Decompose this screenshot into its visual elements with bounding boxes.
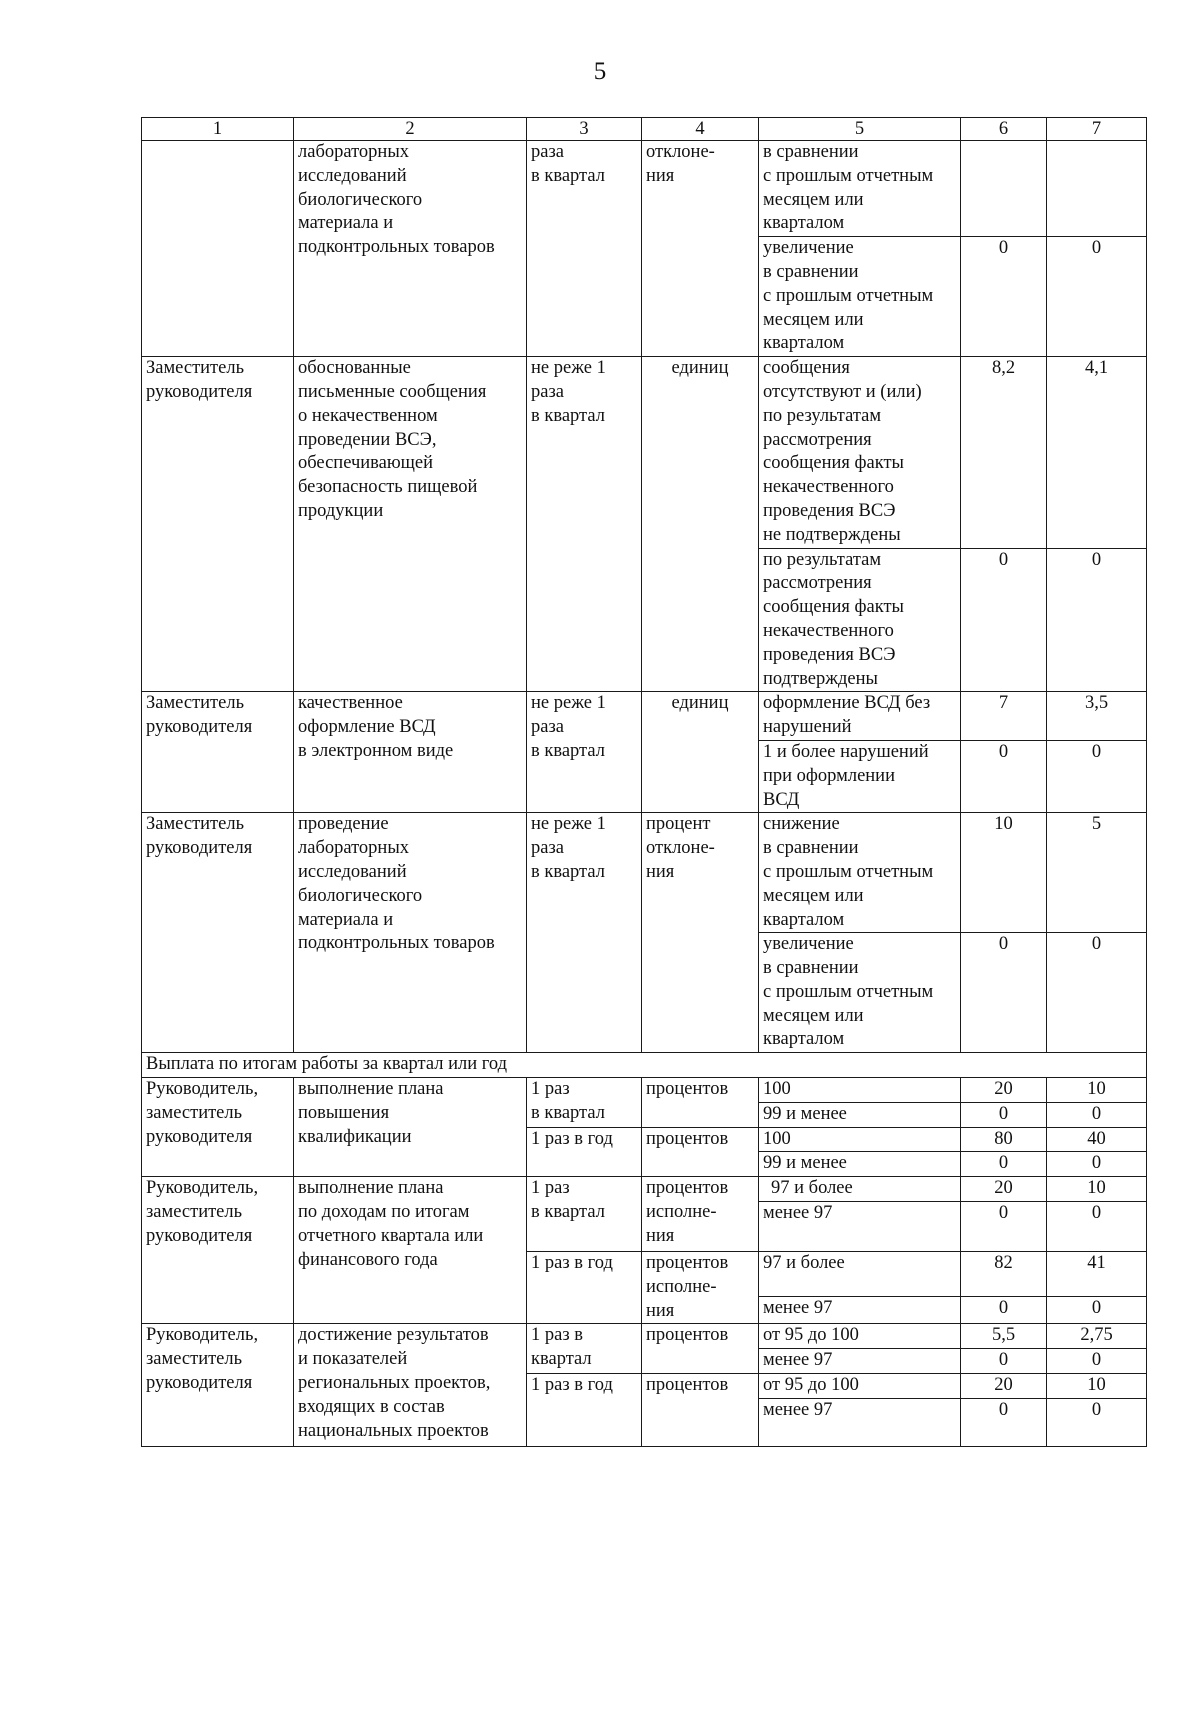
condition-cell: 100 <box>759 1078 961 1103</box>
value-cell-col7: 10 <box>1047 1177 1147 1202</box>
position-cell: Руководитель, заместитель руководителя <box>142 1078 294 1177</box>
unit-cell: процентов <box>642 1374 759 1447</box>
value-cell-col7: 2,75 <box>1047 1324 1147 1349</box>
section-title: Выплата по итогам работы за квартал или год <box>142 1053 1147 1078</box>
unit-cell: процентов <box>642 1078 759 1128</box>
indicator-cell: лабораторных исследований биологического материала и подконтрольных товаров <box>294 141 527 357</box>
value-cell-col6: 5,5 <box>961 1324 1047 1349</box>
unit-cell: отклоне- ния <box>642 141 759 357</box>
position-cell <box>142 141 294 357</box>
value-cell-col6: 0 <box>961 933 1047 1053</box>
value-cell-col6: 0 <box>961 1398 1047 1446</box>
indicator-cell: проведение лабораторных исследований биологического материала и подконтрольных товаров <box>294 813 527 1053</box>
table-row <box>142 1078 1147 1103</box>
value-cell-col7: 0 <box>1047 237 1147 357</box>
table-row <box>142 1177 1147 1202</box>
unit-cell: единиц <box>642 692 759 813</box>
unit-cell: процентов <box>642 1127 759 1177</box>
table-header-row <box>142 118 1147 141</box>
frequency-cell: не реже 1 раза в квартал <box>527 357 642 692</box>
value-cell-col7: 5 <box>1047 813 1147 933</box>
value-cell-col6 <box>961 141 1047 237</box>
value-cell-col7: 0 <box>1047 933 1147 1053</box>
value-cell-col7: 0 <box>1047 1297 1147 1324</box>
table-row <box>142 1324 1147 1349</box>
frequency-cell: 1 раз в квартал <box>527 1078 642 1128</box>
condition-cell: менее 97 <box>759 1202 961 1252</box>
position-cell: Руководитель, заместитель руководителя <box>142 1177 294 1324</box>
indicator-cell: качественное оформление ВСД в электронном виде <box>294 692 527 813</box>
table-row <box>142 692 1147 741</box>
condition-cell: увеличение в сравнении с прошлым отчетным месяцем или кварталом <box>759 237 961 357</box>
value-cell-col6: 20 <box>961 1078 1047 1103</box>
indicator-cell: выполнение плана по доходам по итогам отчетного квартала или финансового года <box>294 1177 527 1324</box>
indicator-cell: обоснованные письменные сообщения о некачественном проведении ВСЭ, обеспечивающей безопасность пищевой продукции <box>294 357 527 692</box>
value-cell-col7: 40 <box>1047 1127 1147 1152</box>
page-number: 5 <box>593 58 607 85</box>
frequency-cell: 1 раз в год <box>527 1252 642 1324</box>
value-cell-col6: 0 <box>961 237 1047 357</box>
table-row <box>142 141 1147 237</box>
column-header-7: 7 <box>1047 118 1147 141</box>
value-cell-col6: 10 <box>961 813 1047 933</box>
condition-cell: увеличение в сравнении с прошлым отчетным месяцем или кварталом <box>759 933 961 1053</box>
position-cell: Заместитель руководителя <box>142 813 294 1053</box>
value-cell-col7: 10 <box>1047 1078 1147 1103</box>
condition-cell: от 95 до 100 <box>759 1324 961 1349</box>
value-cell-col6: 0 <box>961 548 1047 692</box>
value-cell-col7 <box>1047 141 1147 237</box>
condition-cell: менее 97 <box>759 1297 961 1324</box>
value-cell-col6: 80 <box>961 1127 1047 1152</box>
unit-cell: процентов <box>642 1324 759 1374</box>
value-cell-col6: 0 <box>961 740 1047 812</box>
value-cell-col7: 0 <box>1047 1102 1147 1127</box>
value-cell-col7: 0 <box>1047 1202 1147 1252</box>
condition-cell: 99 и менее <box>759 1102 961 1127</box>
condition-cell: сообщения отсутствуют и (или) по результатам рассмотрения сообщения факты некачественного проведения ВСЭ не подтверждены <box>759 357 961 548</box>
value-cell-col7: 0 <box>1047 1152 1147 1177</box>
value-cell-col6: 20 <box>961 1177 1047 1202</box>
value-cell-col7: 4,1 <box>1047 357 1147 548</box>
value-cell-col6: 0 <box>961 1349 1047 1374</box>
unit-cell: процент отклоне- ния <box>642 813 759 1053</box>
condition-cell: 100 <box>759 1127 961 1152</box>
position-cell: Руководитель, заместитель руководителя <box>142 1324 294 1446</box>
position-cell: Заместитель руководителя <box>142 692 294 813</box>
condition-cell: снижение в сравнении с прошлым отчетным месяцем или кварталом <box>759 813 961 933</box>
condition-cell: менее 97 <box>759 1398 961 1446</box>
frequency-cell: не реже 1 раза в квартал <box>527 692 642 813</box>
table-row <box>142 813 1147 933</box>
value-cell-col7: 41 <box>1047 1252 1147 1297</box>
value-cell-col7: 0 <box>1047 740 1147 812</box>
value-cell-col7: 0 <box>1047 548 1147 692</box>
unit-cell: единиц <box>642 357 759 692</box>
condition-cell: в сравнении с прошлым отчетным месяцем или кварталом <box>759 141 961 237</box>
condition-cell: 1 и более нарушений при оформлении ВСД <box>759 740 961 812</box>
column-header-2: 2 <box>294 118 527 141</box>
frequency-cell: 1 раз в квартал <box>527 1324 642 1374</box>
value-cell-col7: 0 <box>1047 1398 1147 1446</box>
column-header-4: 4 <box>642 118 759 141</box>
condition-cell: менее 97 <box>759 1349 961 1374</box>
value-cell-col6: 8,2 <box>961 357 1047 548</box>
unit-cell: процентов исполне- ния <box>642 1177 759 1252</box>
frequency-cell: раза в квартал <box>527 141 642 357</box>
unit-cell: процентов исполне- ния <box>642 1252 759 1324</box>
value-cell-col7: 10 <box>1047 1374 1147 1399</box>
column-header-5: 5 <box>759 118 961 141</box>
value-cell-col6: 0 <box>961 1297 1047 1324</box>
indicator-cell: выполнение плана повышения квалификации <box>294 1078 527 1177</box>
frequency-cell: 1 раз в квартал <box>527 1177 642 1252</box>
table-row <box>142 357 1147 548</box>
value-cell-col7: 3,5 <box>1047 692 1147 741</box>
column-header-1: 1 <box>142 118 294 141</box>
value-cell-col6: 0 <box>961 1202 1047 1252</box>
section-row <box>142 1053 1147 1078</box>
position-cell: Заместитель руководителя <box>142 357 294 692</box>
frequency-cell: 1 раз в год <box>527 1374 642 1447</box>
condition-cell: оформление ВСД без нарушений <box>759 692 961 741</box>
value-cell-col6: 82 <box>961 1252 1047 1297</box>
value-cell-col7: 0 <box>1047 1349 1147 1374</box>
indicator-cell: достижение результатов и показателей региональных проектов, входящих в состав национальных проектов <box>294 1324 527 1446</box>
condition-cell: 99 и менее <box>759 1152 961 1177</box>
value-cell-col6: 0 <box>961 1152 1047 1177</box>
criteria-table <box>141 117 1147 1447</box>
frequency-cell: 1 раз в год <box>527 1127 642 1177</box>
value-cell-col6: 7 <box>961 692 1047 741</box>
condition-cell: 97 и более <box>759 1252 961 1297</box>
condition-cell: от 95 до 100 <box>759 1374 961 1399</box>
column-header-3: 3 <box>527 118 642 141</box>
condition-cell: по результатам рассмотрения сообщения факты некачественного проведения ВСЭ подтверждены <box>759 548 961 692</box>
value-cell-col6: 20 <box>961 1374 1047 1399</box>
value-cell-col6: 0 <box>961 1102 1047 1127</box>
frequency-cell: не реже 1 раза в квартал <box>527 813 642 1053</box>
condition-cell: 97 и более <box>759 1177 961 1202</box>
column-header-6: 6 <box>961 118 1047 141</box>
